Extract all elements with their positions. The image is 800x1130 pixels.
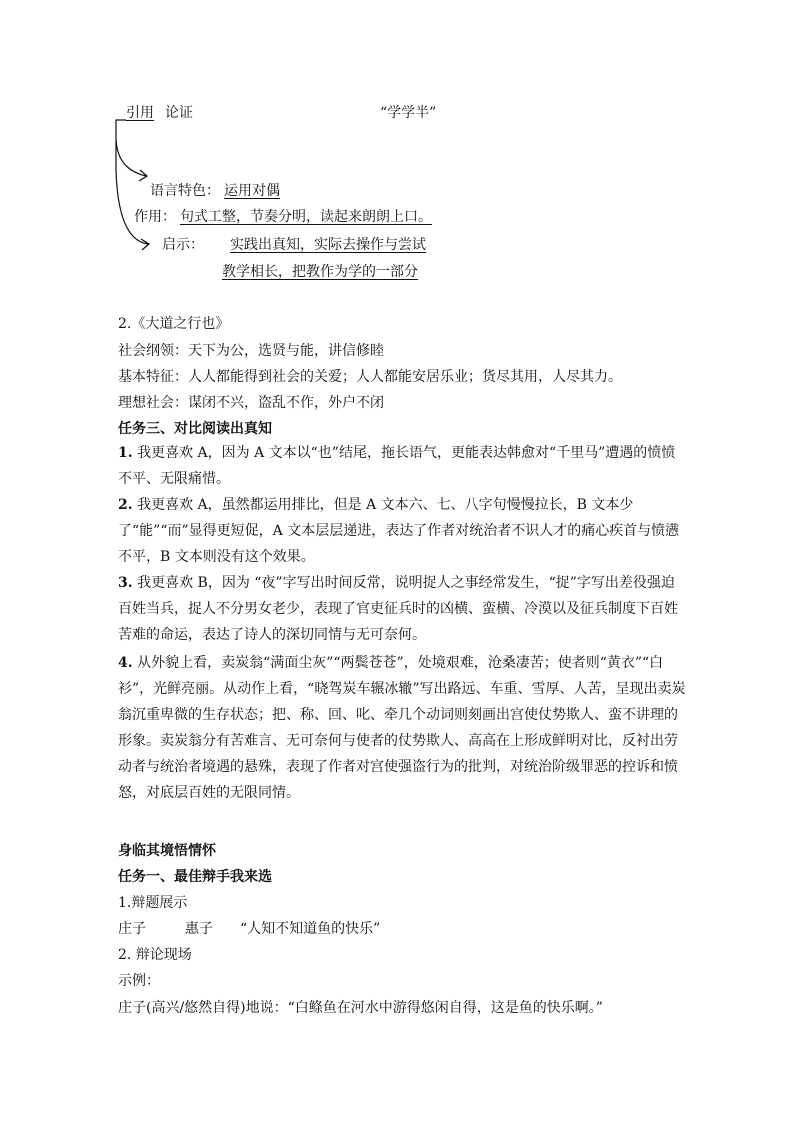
person-zhuangzi: 庄子 [118, 921, 146, 937]
example-text: 庄子(高兴/悠然自得)地说：“白鲦鱼在河水中游得悠闲自得，这是鱼的快乐啊。” [118, 1000, 603, 1016]
insight-value-2: 教学相长，把教作为学的一部分 [222, 264, 418, 280]
citation-label: 引用 [126, 105, 154, 121]
effect-value: 句式工整，节奏分明，读起来朗朗上口。 [180, 209, 432, 225]
language-feature-value: 运用对偶 [224, 183, 280, 199]
item-number: 1. [118, 445, 133, 461]
section2-line1: 社会纲领：天下为公，选贤与能，讲信修睦 [118, 343, 384, 359]
insight-label: 启示： [162, 237, 204, 253]
immersion-heading: 身临其境悟情怀 [118, 843, 216, 859]
citation-suffix: 论证 [165, 105, 193, 121]
person-huizi: 惠子 [185, 921, 213, 937]
item-number: 3. [118, 575, 133, 591]
section2-title: 2.《大道之行也》 [118, 316, 230, 332]
topic-title: 1.辩题展示 [118, 895, 188, 911]
task3-item-3 [118, 570, 688, 648]
task3-heading: 任务三、对比阅读出真知 [118, 421, 272, 437]
task3-item-4 [118, 650, 688, 806]
debate-topic: “人知不知道鱼的快乐” [240, 921, 381, 937]
task3-item-2 [118, 492, 688, 570]
bracket-arrows-icon [0, 0, 800, 300]
effect-label: 作用： [134, 209, 176, 225]
task1-heading: 任务一、最佳辩手我来选 [118, 869, 272, 885]
insight-value-1: 实践出真知，实际去操作与尝试 [230, 237, 426, 253]
section2-line2: 基本特征：人人都能得到社会的关爱；人人都能安居乐业；货尽其用，人尽其力。 [118, 369, 622, 385]
example-label: 示例： [118, 973, 160, 989]
item-text: 我更喜欢 B，因为 “夜”字写出时间反常，说明捉人之事经常发生，“捉”字写出差役强迫百姓当兵，捉人不分男女老少，表现了官吏征兵时的凶横、蛮横、冷漠以及征兵制度下百姓苦难的命运，表达了诗人的深切同情与无可奈何。 [118, 575, 678, 643]
item-text: 从外貌上看，卖炭翁“满面尘灰”“两鬓苍苍”，处境艰难，沧桑凄苦；使者则“黄衣”“白衫”，光鲜亮丽。从动作上看，“晓驾炭车辗冰辙”写出路远、车重、雪厚、人苦，呈现出卖炭翁沉重卑微的生存状态；把、称、回、叱、牵几个动词则刻画出宫使仗势欺人、蛮不讲理的形象。卖炭翁分有苦难言、无可奈何与使者的仗势欺人、高高在上形成鲜明对比，反衬出劳动者与统治者境遇的悬殊，表现了作者对宫使强盗行为的批判，对统治阶级罪恶的控诉和愤怒，对底层百姓的无限同情。 [118, 655, 686, 801]
item-number: 4. [118, 655, 133, 671]
section2-line3: 理想社会：谋闭不兴，盗乱不作，外户不闭 [118, 395, 384, 411]
item-text: 我更喜欢 A，因为 A 文本以“也”结尾，拖长语气，更能表达韩愈对“千里马”遭遇的愤愤不平、无限痛惜。 [118, 445, 676, 487]
task3-item-1 [118, 440, 688, 492]
debate-title: 2. 辩论现场 [118, 947, 192, 963]
item-text: 我更喜欢 A，虽然都运用排比，但是 A 文本六、七、八字句慢慢拉长，B 文本少了“能”“而”显得更短促，A 文本层层递进，表达了作者对统治者不识人才的痛心疾首与愤懑不平，B 文本则没有这个效果。 [118, 497, 680, 565]
language-feature-label: 语言特色： [150, 183, 220, 199]
item-number: 2. [118, 497, 133, 513]
citation-quote: “学学半” [380, 105, 437, 121]
